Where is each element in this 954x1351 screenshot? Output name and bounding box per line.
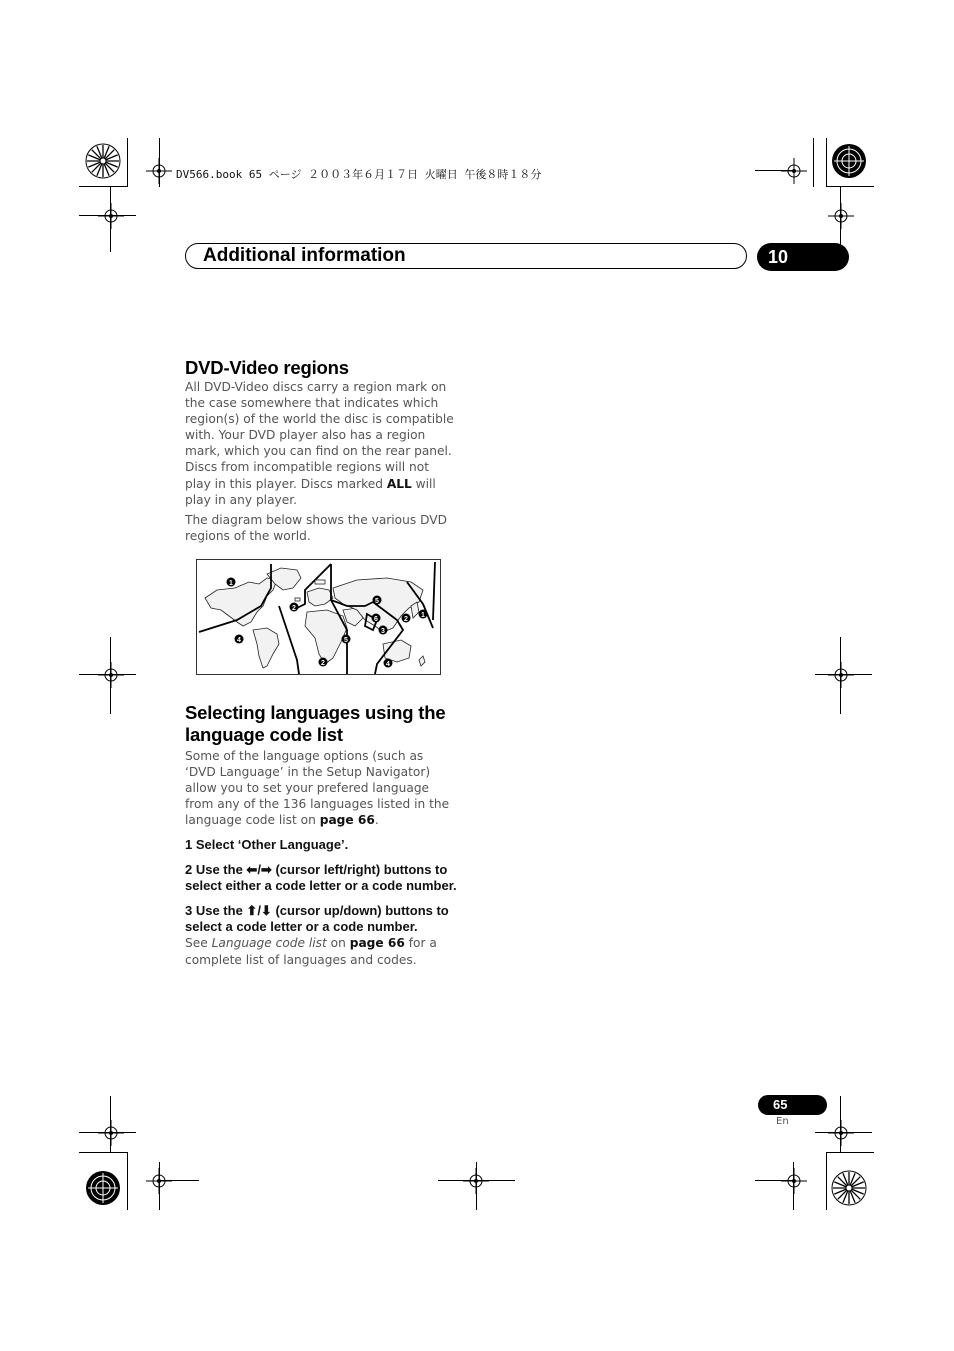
region-label [318,657,328,667]
step-2: 2 Use the ⬅/➡ (cursor left/right) buttons to select either a code letter or a code number. [185,862,457,894]
crosshair-mark [828,203,854,229]
up-down-arrow-icon: ⬆/⬇ [246,903,272,919]
svg-text:2: 2 [404,616,408,623]
crosshair-mark [98,1120,124,1146]
starburst-mark-top-left [85,143,121,179]
paragraph: See Language code list on page 66 for a complete list of languages and codes. [185,936,437,967]
svg-text:4: 4 [237,637,241,644]
region-label [378,625,388,635]
svg-text:5: 5 [375,598,379,605]
svg-text:4: 4 [386,661,390,668]
svg-text:2: 2 [292,605,296,612]
region-label [372,595,382,605]
target-mark-top-right [831,143,867,179]
section-heading: Selecting languages using the language code list [185,702,446,745]
svg-text:1: 1 [421,612,425,619]
paragraph: The diagram below shows the various DVD regions of the world. [185,512,447,543]
starburst-mark-bottom-right [831,1170,867,1206]
paragraph: Some of the language options (such as ‘DVD Language’ in the Setup Navigator) allow you to set your prefered language from any of the 136 languages listed in the language code list on page 66. [185,749,450,828]
chapter-title: Additional information [203,245,406,266]
step-1: 1 Select ‘Other Language’. [185,837,349,853]
print-slug: DV566.book 65 ページ ２００３年６月１７日 火曜日 午後８時１８分 [176,168,542,181]
paragraph: All DVD-Video discs carry a region mark on the case somewhere that indicates which region(s) of the world the disc is compatible with. Your DVD player also has a region mark, which you can find on the rear panel. Discs from incompatible regions will not play in this player. Discs marked ALL will play in any player. [185,380,454,507]
chapter-number: 10 [768,247,789,267]
region-label [383,658,393,668]
crosshair-mark [781,1168,807,1194]
region-label [401,613,411,623]
crosshair-mark [98,203,124,229]
page-language: En [776,1116,789,1127]
region-label [234,634,244,644]
page-number: 65 [773,1097,788,1112]
crosshair-mark [828,1120,854,1146]
crosshair-mark [828,662,854,688]
section-heading: DVD-Video regions [185,357,349,378]
step-3: 3 Use the ⬆/⬇ (cursor up/down) buttons to select a code letter or a code number. [185,903,449,935]
svg-text:2: 2 [321,660,325,667]
svg-text:6: 6 [374,616,378,623]
region-label [371,613,381,623]
crosshair-mark [781,158,807,184]
region-label [226,577,236,587]
region-label [289,602,299,612]
svg-text:5: 5 [344,637,348,644]
page-number-badge [758,1095,827,1115]
section-language-code-list [185,702,457,968]
region-label [341,634,351,644]
svg-text:3: 3 [381,628,385,635]
left-right-arrow-icon: ⬅/➡ [246,862,272,878]
region-label [418,609,428,619]
section-dvd-regions [185,357,457,544]
target-mark-bottom-left [85,1170,121,1206]
svg-text:1: 1 [229,580,233,587]
crosshair-mark [98,662,124,688]
